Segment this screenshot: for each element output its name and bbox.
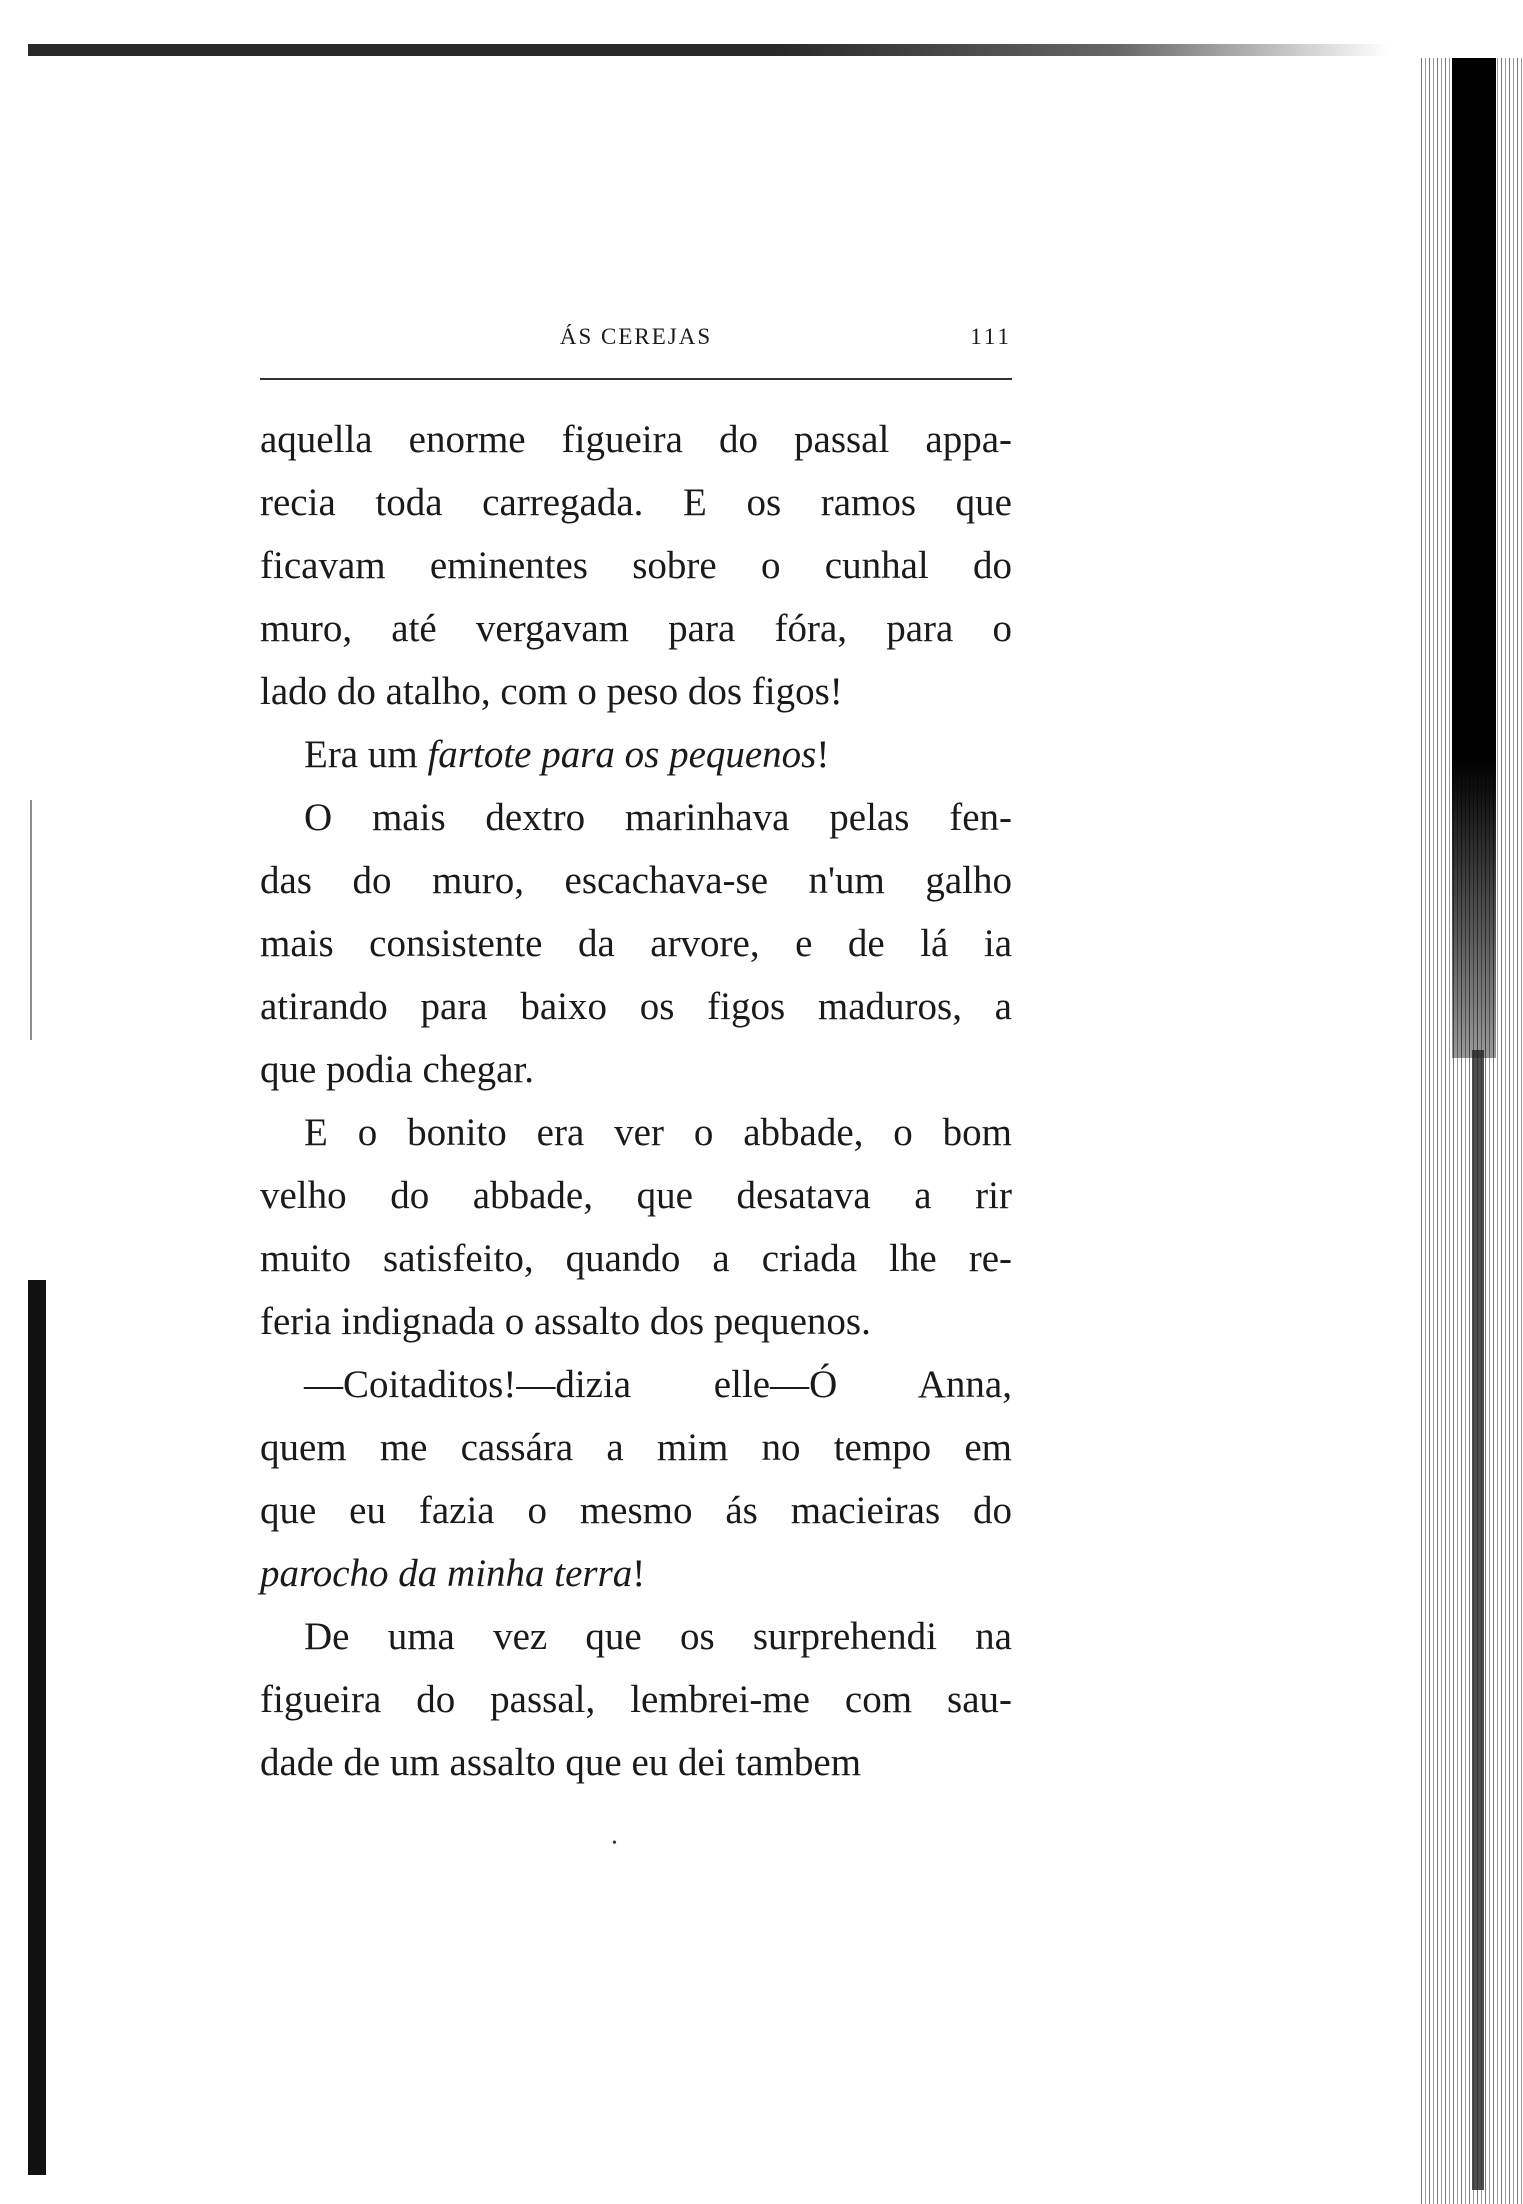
- running-title: ÁS CEREJAS: [559, 324, 713, 349]
- text-segment: !: [632, 1552, 646, 1595]
- text-line: das do muro, escachava-se n'um galho: [260, 859, 1012, 902]
- text-line: recia toda carregada. E os ramos que: [260, 481, 1012, 524]
- text-segment: Era um: [304, 733, 428, 776]
- text-line: figueira do passal, lembrei-me com sau-: [260, 1678, 1012, 1721]
- text-line: muro, até vergavam para fóra, para o: [260, 607, 1012, 650]
- text-segment: !: [816, 733, 830, 776]
- italic-phrase: parocho da minha terra: [260, 1552, 633, 1595]
- scan-right-shadow-lower: [1472, 1050, 1484, 2190]
- text-line: dade de um assalto que eu dei tambem: [260, 1741, 862, 1784]
- text-line: O mais dextro marinhava pelas fen-: [304, 796, 1012, 839]
- page-number: 111: [970, 324, 1012, 349]
- text-line: velho do abbade, que desatava a rir: [260, 1174, 1012, 1217]
- text-line: [260, 1542, 1012, 1605]
- text-line: feria indignada o assalto dos pequenos.: [260, 1300, 871, 1343]
- text-line: lado do atalho, com o peso dos figos!: [260, 670, 843, 713]
- scan-top-edge: [28, 44, 1388, 56]
- text-line: ficavam eminentes sobre o cunhal do: [260, 544, 1012, 587]
- text-line: que eu fazia o mesmo ás macieiras do: [260, 1489, 1012, 1532]
- text-line: muito satisfeito, quando a criada lhe re-: [260, 1237, 1012, 1280]
- ink-speck: •: [612, 1836, 617, 1851]
- text-line: aquella enorme figueira do passal appa-: [260, 418, 1012, 461]
- text-line: —Coitaditos!—dizia elle—Ó Anna,: [304, 1363, 1012, 1406]
- scan-right-shadow: [1452, 58, 1496, 1058]
- text-line: quem me cassára a mim no tempo em: [260, 1426, 1012, 1469]
- italic-phrase: fartote para os pequenos: [427, 733, 817, 776]
- text-line: mais consistente da arvore, e de lá ia: [260, 922, 1012, 965]
- text-line: atirando para baixo os figos maduros, a: [260, 985, 1012, 1028]
- body-text: [260, 408, 1012, 1794]
- scan-left-edge: [28, 1280, 46, 2175]
- scan-left-hairline: [30, 800, 32, 1040]
- text-line: De uma vez que os surprehendi na: [304, 1615, 1012, 1658]
- page-header: [260, 322, 1012, 358]
- text-line: E o bonito era ver o abbade, o bom: [304, 1111, 1012, 1154]
- text-line: [260, 723, 1012, 786]
- text-line: que podia chegar.: [260, 1048, 534, 1091]
- header-rule: [260, 378, 1012, 380]
